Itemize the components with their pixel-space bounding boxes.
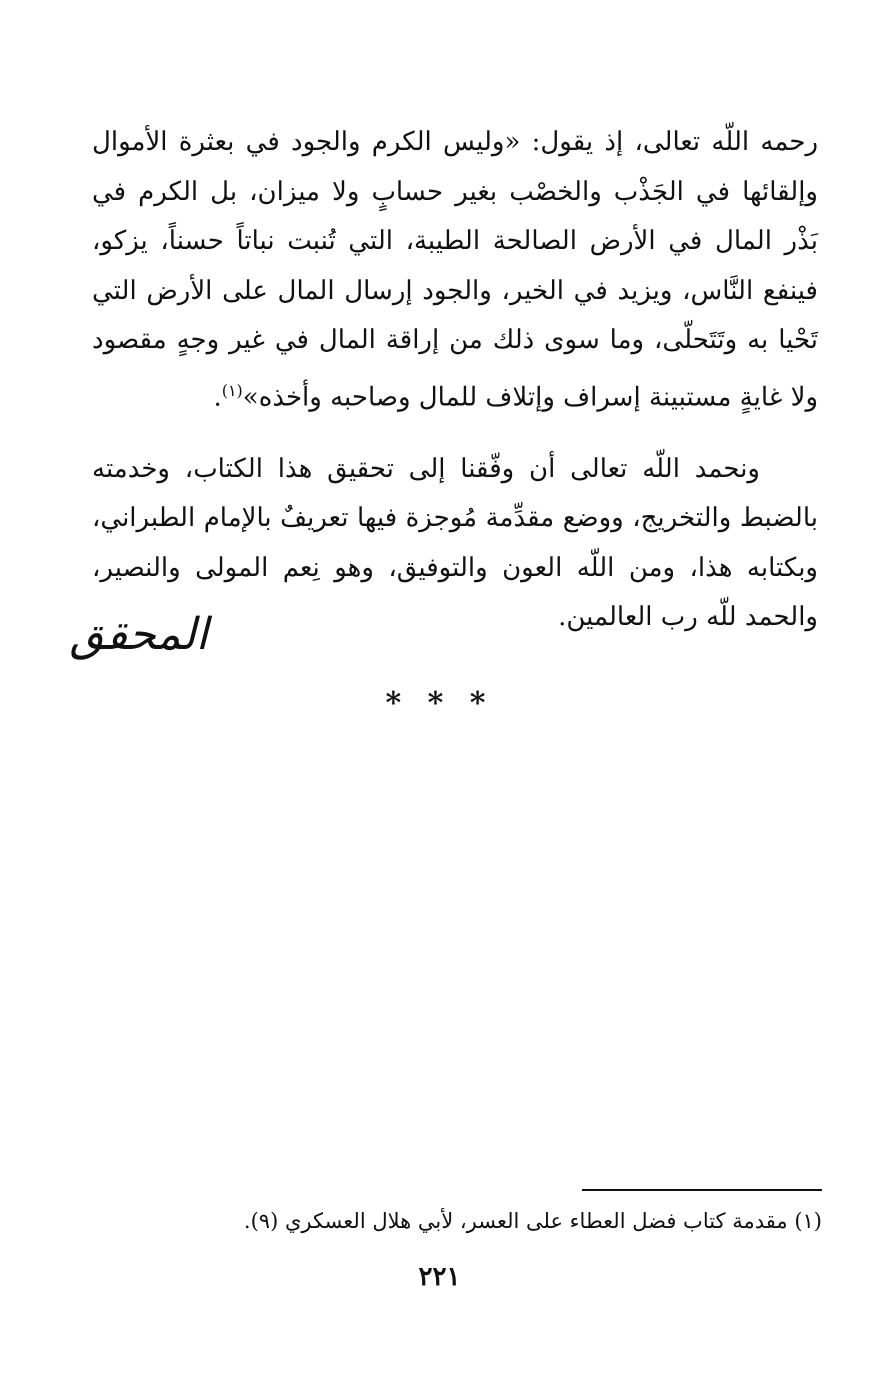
- section-separator: * * *: [385, 686, 494, 721]
- footnote-divider: [582, 1189, 822, 1191]
- main-text: [92, 118, 818, 643]
- paragraph-closing: ونحمد اللّه تعالى أن وفّقنا إلى تحقيق هذا الكتاب، وخدمته بالضبط والتخريج، ووضع مقدِّمة مُوجزة فيها تعريفٌ بالإمام الطبراني، وبكتابه هذا، ومن اللّه العون والتوفيق، وهو نِعم المولى والنصير، والحمد للّه رب العالمين.: [92, 453, 818, 633]
- footnote-text: مقدمة كتاب فضل العطاء على العسر، لأبي هلال العسكري (٩).: [243, 1209, 788, 1233]
- paragraph-quote-text: رحمه اللّه تعالى، إذ يقول: «وليس الكرم والجود في بعثرة الأموال وإلقائها في الجَذْب والخصْب بغير حسابٍ ولا ميزان، بل الكرم في بَذْر المال في الأرض الصالحة الطيبة، التي تُنبت نباتاً حسناً، يزكو، فينفع النَّاس، ويزيد في الخير، والجود إرسال المال على الأرض التي تَحْيا به وتَتَحلّى، وما سوى ذلك من إراقة المال في غير وجهٍ مقصود ولا غايةٍ مستبينة إسراف وإتلاف للمال وصاحبه وأخذه»: [92, 127, 818, 413]
- footnote: [200, 1204, 822, 1238]
- footnote-reference: (١): [221, 380, 243, 400]
- page-number: ٢٢١: [418, 1262, 461, 1292]
- paragraph-quote-end: .: [213, 382, 222, 413]
- signature: المحقق: [69, 609, 208, 660]
- paragraph-quote: [92, 118, 818, 423]
- footnote-number: (١): [794, 1209, 822, 1233]
